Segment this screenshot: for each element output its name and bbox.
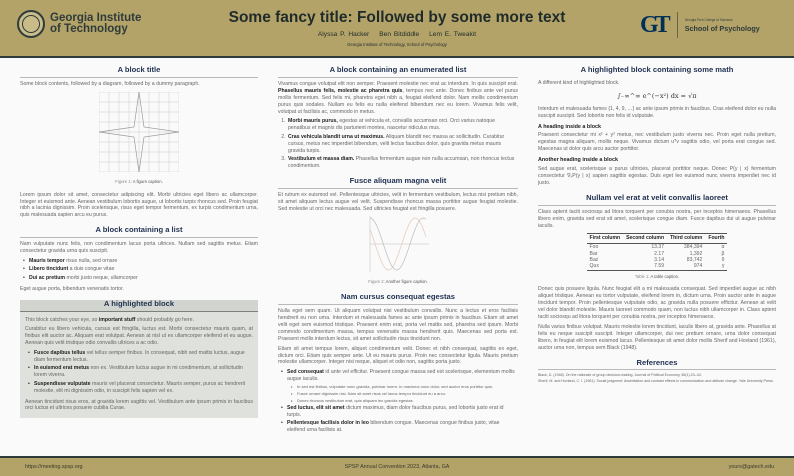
list-item: • Mauris tempor risus nulla, sed ornare [29, 258, 258, 265]
paragraph: Eget augue porta, bibendum venenatis tortor. [20, 285, 124, 292]
subheading: Another heading inside a block [538, 157, 618, 164]
figure-caption: Figure 2: Another figure caption. [368, 279, 428, 285]
list-item: • Suspendisse vulputate mauris vel placerat consectetur. Mauris semper, purus ac hendrerit molestie, elit mi dignissim odio, in suscipit felis sapien vel ex. [34, 381, 253, 395]
table-row [587, 263, 728, 270]
paragraph: Etiam sit amet tempus lorem, aliquet condimentum velit. Donec et nibh consequat, sagittis ex eget, dictum orci. Etiam quis semper ante. Ut eu mauris purus. Proin nec consectetur ligula. Mauris pretium molestie ullamcorper. Integer nisi neque, aliquet et odio non, sagittis porta justo. [278, 345, 518, 366]
paragraph: Sed augue erat, scelerisque a purus ultricies, placerat porttitor neque. Donec P(y | x) fermentum consectetur ∇ₓP(y | x) sapien sagittis egestas. Duis eget leo euismod nunc viverra imperdiet nec id justo. [538, 166, 776, 186]
table-block [538, 194, 776, 352]
paragraph: Vivamus congue volutpat elit non semper. Praesent molestie nec erat ac interdum. In quis suscipit erat. Phasellus mauris felis, molestie ac pharetra quis, tempus nec ante. Donec finibus ante vel purus mollis fermentum. Sed felis mi, pharetra eget nibh a, feugiat eleifend dolor. Nam mollis condimentum purus quis sodales. Nullam eu felis eu nulla eleifend bibendum nec eu lorem. Vivamus felis velit, volutpat ut facilisis ac, commodo in metus. [278, 80, 518, 115]
data-table [587, 233, 728, 270]
sub-item: • Fusce ornare dignissim nisi. Nam sit amet risus vel lacus tempor tincidunt eu a arcu. [297, 391, 518, 396]
list-item: • Fusce dapibus tellus vel tellus semper finibus. In consequat, nibh sed mattis luctus, augue diam fermentum lectus. [34, 350, 253, 364]
block-heading: A block title [20, 66, 258, 78]
figure-1 [20, 92, 258, 175]
footer-conference: SPSP Annual Convention 2023, Atlanta, GA [344, 464, 450, 470]
list-item: • In euismod erat metus non ex. Vestibulum luctus augue in mi condimentum, at sollicitudin lorem viverra. [34, 365, 253, 379]
paragraph: Et rutrum ex euismod vel. Pellentesque ultricies, velit in fermentum vestibulum, lectus nisi pretium nibh, sit amet aliquam lectus augue vel velit. Suspendisse rhoncus massa porttitor augue feugiat molestie. Sed molestie ut orci nec malesuada. Sed ultricies feugiat est fringilla posuere. [278, 191, 518, 212]
column-header: Fourth [705, 234, 727, 244]
table-cell: 83,742 [686, 256, 703, 263]
column-header: Third column [667, 234, 705, 244]
college-name: Georgia Tech College of Sciences [684, 17, 733, 22]
table-cell: 13.37 [651, 244, 665, 251]
paragraph: Some block contents, followed by a diagram, followed by a dummy paragraph. [20, 80, 200, 87]
references-block [538, 359, 776, 385]
text-block [278, 293, 518, 434]
paragraph: Praesent consectetur mi x² + y² metus, nec vestibulum justo viverra nec. Proin eget nulla pretium, egestas magna aliquam, mollis neque. Vivamus dictum uᵀv sagittis odio, vel porta erat congue sed. Maecenas ut dolor quis arcu auctor porttitor. [538, 132, 776, 153]
equation: ∫₋∞^∞ e^(−x²) dx = √π [617, 91, 697, 100]
school-logo [640, 12, 760, 38]
sub-item: • In sed est finibus, vulputate nunc gravida, pulvinar lorem. In maximus nunc dolor, sed auctor eros porttitor quis. [297, 384, 518, 389]
gt-logo-mark: GT [640, 12, 667, 38]
table-cell: Baz [589, 256, 599, 263]
list-item: • Dui ac pretium morbi justo neque, ullamcorper [29, 275, 258, 282]
list-item: 1. Morbi mauris purus, egestas at vehicula et, convallis accumsan orci. Orci varius natoque penatibus et magnis dis parturient montes, nascetur ridiculus mus. [287, 118, 518, 132]
author: Lem E. Tweakit [429, 31, 477, 38]
list-item: 2. Cras vehicula blandit urna ut maximus. Aliquam blandit nec massa ac sollicitudin. Curabitur cursus, metus nec imperdiet bibendum, velit lectus faucibus dolor, quis gravida metus mauris gravida turpis. [287, 134, 518, 155]
list-item: • Pellentesque facilisis dolor in leo bibendum congue. Maecenas congue finibus justo, vitae eleifend urna facilisis at. [287, 420, 518, 434]
column-header: Second column [623, 234, 667, 244]
table-cell: 3.14 [654, 256, 665, 263]
paragraph: Curabitur eu libero vehicula, cursus est fringilla, luctus est. Morbi consectetur mauris quam, at finibus elit auctor ac. Aliquam erat volutpat. Aenean at nisl ut ex ullamcorper eleifend et eu augue. Aenean quis velit tristique odio convallis ultrices a ac odio. [25, 326, 253, 347]
block-heading: Fusce aliquam magna velit [278, 177, 518, 189]
block-heading: A highlighted block containing some math [580, 65, 734, 74]
table-cell: δ [721, 256, 725, 263]
figure-caption: Figure 1: A figure caption. [115, 178, 163, 184]
reference: Sherif, M. and Hovland, C. I. (1961). Social judgment: Assimilation and contrast effects in communication and attitude change. Yale University Press. [538, 379, 774, 384]
right-column [538, 66, 776, 391]
affiliation: Georgia Institute of Technology, School of Psychology [347, 42, 447, 47]
figure-block [278, 177, 518, 286]
footer-email[interactable]: yours@gatech.edu [728, 464, 774, 470]
table-cell: 384,394 [683, 244, 703, 251]
table-cell: 974 [667, 263, 705, 270]
footer-url[interactable]: https://meeting.spsp.org [25, 464, 83, 470]
table-cell: β [721, 250, 725, 257]
sub-item: • Donec rhoncus vestibulum erat, quis aliquam leo gravida egestas. [297, 398, 518, 403]
author: Alyssa P. Hacker [317, 31, 370, 38]
table-caption: Table 1: A table caption. [634, 273, 680, 279]
block-heading: A block containing an enumerated list [278, 66, 518, 78]
paragraph: A different kind of highlighted block. [538, 79, 620, 86]
paragraph: Class aptent taciti sociosqu ad litora torquent per conubia nostra, per inceptos himenaeos. Phasellus libero enim, gravida sed erat sit amet, scelerisque congue diam. Fusce dapibus dui ut augue pulvinar iaculis. [538, 208, 776, 229]
table-row [587, 244, 728, 251]
logo-text: Georgia Institute [50, 12, 142, 24]
seal-icon [17, 10, 45, 38]
numbered-list [287, 118, 518, 169]
table-cell: 1,392 [689, 250, 703, 257]
table-cell: Qux [587, 263, 624, 270]
list-block [20, 226, 258, 292]
paragraph: Lorem ipsum dolor sit amet, consectetur adipiscing elit. Morbi ultricies eget libero ac ullamcorper. Integer et euismod ante. Aenean vestibulum lobortis augue, ut lobortis turpis rhoncus sed. Proin feugiat nibh a lacinia dignissim. Proin scelerisque, risus eget tempor fermentum, ex turpis condimentum urna, quis malesuada sapien arcu eu purus. [20, 191, 258, 219]
block-heading: References [538, 359, 776, 371]
poster-footer [0, 458, 794, 476]
table-cell: 7.59 [623, 263, 667, 270]
reference: Black, D. (1948). On the rationale of group decision-making. Journal of Political Economy, 56(1):23–34. [538, 373, 702, 378]
enumerated-block [278, 66, 518, 170]
paragraph: Donec quis posuere ligula. Nunc feugiat elit a mi malesuada consequat. Sed imperdiet augue ac nibh aliquet tristique. Aenean eu tortor vulputate, eleifend lorem in, dictum urna. Proin auctor ante in augue tincidunt tempor. Proin pellentesque vulputate odio, ac gravida nulla posuere efficitur. Aenean at velit vel dolor blandit molestie. Mauris laoreet commodo quam, non luctus nibh ullamcorper in. Class aptent taciti sociosqu ad litora torquent per conubia nostra, per inceptos himenaeos. [538, 286, 776, 321]
bullet-list [287, 369, 518, 434]
column-header: First column [587, 234, 624, 244]
authors [150, 31, 644, 38]
figure-2 [278, 216, 518, 275]
list-item: • Sed luctus, elit sit amet dictum maximus, diam dolor faucibus purus, sed lobortis justo erat id turpis. [287, 405, 518, 419]
list-item: • Sed consequat id ante vel efficitur. Praesent congue massa sed est scelerisque, elementum mollis augue iaculis. • In sed est finibus, vulputate nunc gravida, pulvinar lorem. In maximus nunc dolor, sed auctor eros porttitor quis. • Fusce ornare dignissim nisi. Nam sit amet risus vel lacus tempor tincidunt eu a arcu. • Donec rhoncus vestibulum erat, quis aliquam leo gravida egestas. [287, 369, 518, 403]
list-item: 3. Vestibulum et massa diam. Phasellus fermentum augue non nulla accumsan, non rhoncus lectus condimentum. [287, 156, 518, 170]
paragraph: Aenean tincidunt risus eros, at gravida lorem sagittis vel. Vestibulum ante ipsum primis in faucibus orci luctus et ultrices posuere cubilia Curae. [25, 398, 253, 412]
paragraph: Nam vulputate nunc felis, non condimentum lacus porta ultrices. Nullam sed sagittis metus. Etiam consectetur gravida urna quis suscipit. [20, 241, 258, 255]
header-divider [0, 56, 794, 58]
subheading: A heading inside a block [538, 123, 602, 130]
paragraph: Nulla eget sem quam. Ut aliquam volutpat nisi vestibulum convallis. Nunc a lectus et eros facilisis hendrerit eu non urna. Interdum et malesuada fames ac ante ipsum primis in faucibus. Etiam sit amet velit eget sem euismod tristique. Praesent enim erat, porta vel mattis sed, pharetra sed ipsum. Morbi commodo condimentum massa, tempus venenatis massa hendrerit quis. Maecenas sed porta est. Praesent mollis interdum lectus, sit amet sollicitudin risus tincidunt non. [278, 308, 518, 342]
sub-list [297, 384, 518, 403]
divider [677, 12, 678, 38]
bullet-list [34, 350, 253, 394]
list-item: • Libero tincidunt a duis congue vitae [29, 266, 258, 273]
table-cell: α [721, 244, 725, 251]
math-block [538, 66, 776, 187]
paragraph: Nulla varius finibus volutpat. Mauris molestie lorem tincidunt, iaculis libero at, gravida ante. Phasellus at felis eu neque suscipit suscipit. Integer ullamcorper, dui nec pretium ornare, urna dolor consequat libero, in feugiat elit lorem euismod lacus. Pellentesque sit amet dolor mollis Sherif and Hovland (1961), auctor urna non, tempus sem Black (1948). [538, 323, 776, 351]
sine-plot [367, 216, 429, 272]
paragraph: Interdum et malesuada fames {1, 4, 9, …} ac ante ipsum primis in faucibus. Cras eleifend dolor eu nulla suscipit suscipit. Sed lobortis non felis id vulputate. [538, 105, 776, 119]
block-heading: Nam cursus consequat egestas [278, 293, 518, 305]
table-cell: 2.17 [654, 250, 665, 257]
gatech-logo [17, 10, 141, 38]
table-cell: Foo [589, 244, 599, 251]
table-cell: γ [705, 263, 727, 270]
block-heading: Nullam vel erat at velit convallis laoreet [538, 194, 776, 206]
block-heading: A block containing a list [20, 226, 258, 238]
block-heading: A highlighted block [20, 300, 258, 312]
table-cell: Bar [589, 250, 598, 257]
bullet-list [29, 258, 258, 282]
paragraph: This block catches your eye, so important stuff should probably go here. [25, 316, 194, 323]
middle-column [278, 66, 518, 441]
logo-text: of Technology [50, 23, 128, 35]
poster-header [0, 0, 794, 56]
school-name: School of Psychology [684, 23, 760, 33]
author: Ben Bitdiddle [379, 31, 420, 38]
highlighted-block [20, 300, 258, 419]
block-title-block [20, 66, 258, 219]
star-diagram [99, 92, 179, 172]
left-column [20, 66, 258, 425]
poster-title: Some fancy title: Followed by some more text [228, 9, 566, 26]
